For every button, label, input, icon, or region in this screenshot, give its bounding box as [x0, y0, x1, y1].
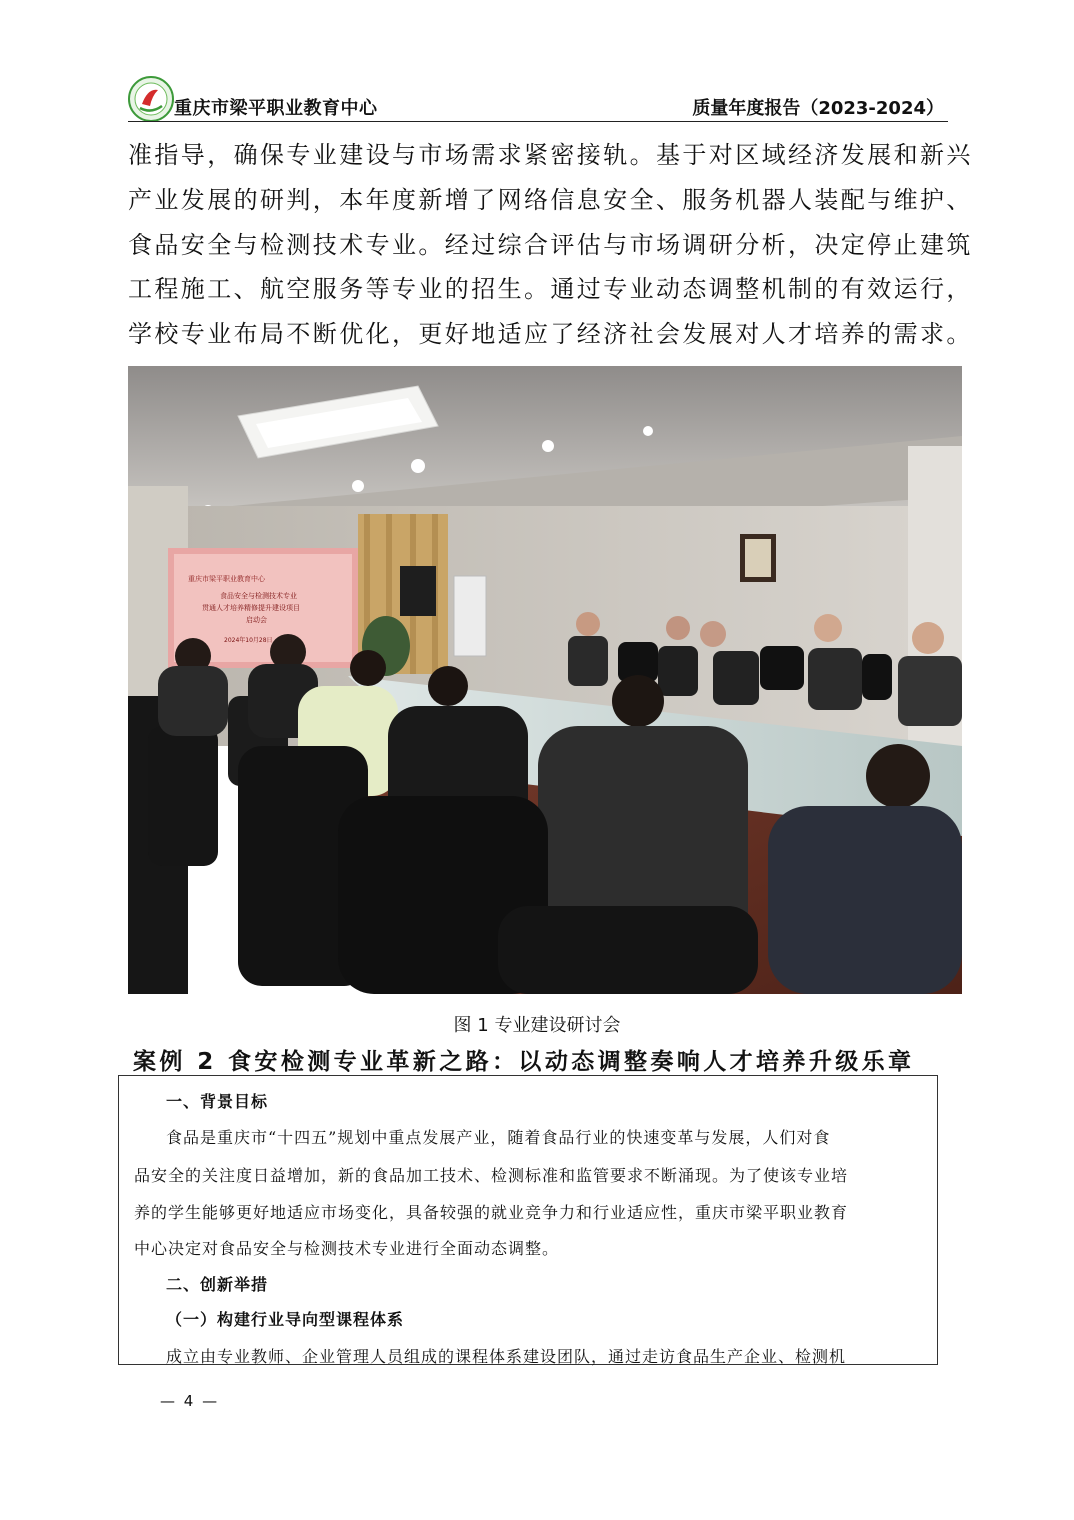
case-box: [118, 1075, 938, 1365]
case-text-line: 成立由专业教师、企业管理人员组成的课程体系建设团队，通过走访食品生产企业、检测机: [166, 1347, 847, 1366]
case-title: 案例 2 食安检测专业革新之路：以动态调整奏响人才培养升级乐章: [133, 1049, 915, 1075]
case-text-line: 食品是重庆市“十四五”规划中重点发展产业，随着食品行业的快速变革与发展，人们对食: [166, 1128, 831, 1147]
case-text-line: 中心决定对食品安全与检测技术专业进行全面动态调整。: [134, 1239, 560, 1258]
screen-title: 重庆市梁平职业教育中心: [188, 575, 265, 583]
body-paragraph: [128, 133, 973, 357]
header-divider: [128, 121, 948, 122]
figure-caption: 图 1 专业建设研讨会: [453, 1015, 621, 1036]
section-heading: 二、创新举措: [166, 1275, 269, 1294]
school-logo-icon: [128, 76, 174, 122]
body-line: 食品安全与检测技术专业。经过综合评估与市场调研分析，决定停止建筑: [128, 230, 973, 259]
section-heading: 一、背景目标: [166, 1092, 269, 1111]
body-line: 工程施工、航空服务等专业的招生。通过专业动态调整机制的有效运行，: [128, 275, 973, 304]
meeting-photo-illustration: [128, 366, 962, 994]
body-line: 学校专业布局不断优化，更好地适应了经济社会发展对人才培养的需求。: [128, 320, 973, 349]
header-org-name: 重庆市梁平职业教育中心: [174, 98, 378, 119]
page-header: [128, 74, 948, 122]
screen-date: 2024年10月28日: [224, 637, 273, 644]
body-line: 产业发展的研判，本年度新增了网络信息安全、服务机器人装配与维护、: [128, 185, 973, 214]
page-number: — 4 —: [160, 1392, 220, 1410]
meeting-photo: [128, 366, 962, 994]
subsection-heading: （一）构建行业导向型课程体系: [166, 1310, 405, 1329]
case-text-line: 品安全的关注度日益增加，新的食品加工技术、检测标准和监管要求不断涌现。为了使该专业培: [134, 1166, 849, 1185]
screen-line: 启动会: [246, 616, 267, 624]
screen-line: 食品安全与检测技术专业: [220, 592, 297, 600]
header-report-title: 质量年度报告（2023-2024）: [692, 98, 944, 119]
body-line: 准指导，确保专业建设与市场需求紧密接轨。基于对区域经济发展和新兴: [128, 141, 973, 169]
case-text-line: 养的学生能够更好地适应市场变化，具备较强的就业竞争力和行业适应性，重庆市梁平职业教育: [134, 1203, 849, 1222]
screen-line: 贯通人才培养精修提升建设项目: [202, 604, 300, 612]
